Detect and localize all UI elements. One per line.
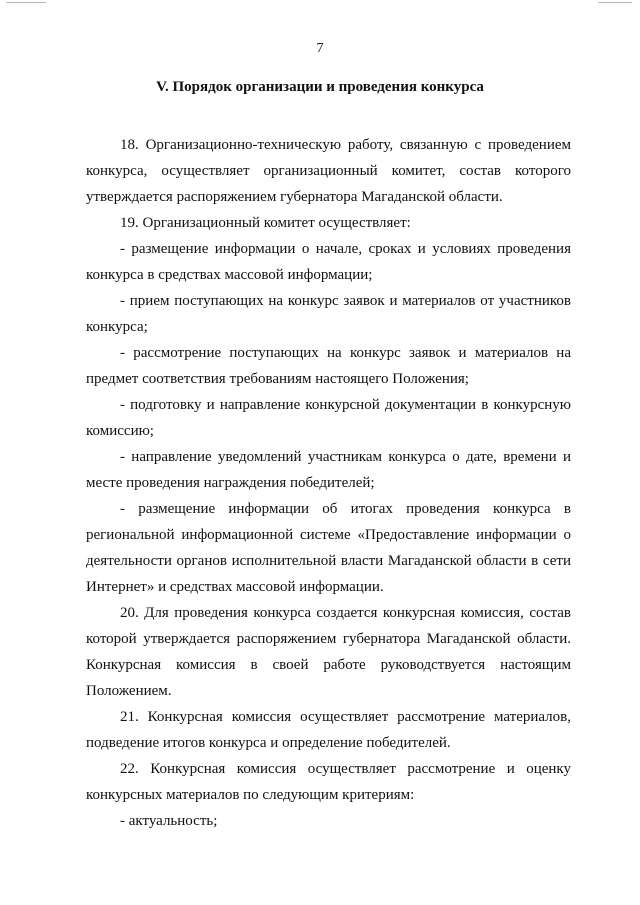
list-item: - прием поступающих на конкурс заявок и материалов от участников конкурса; [86, 293, 571, 335]
list-item: - подготовку и направление конкурсной документации в конкурсную комиссию; [86, 397, 571, 439]
list-item: - рассмотрение поступающих на конкурс заявок и материалов на предмет соответствия требованиям настоящего Положения; [86, 345, 571, 387]
document-body [86, 132, 571, 834]
scan-edge-mark [6, 2, 46, 3]
paragraph-20: 20. Для проведения конкурса создается конкурсная комиссия, состав которой утверждается распоряжением губернатора Магаданской области. Конкурсная комиссия в своей работе руководствуется настоящим Положением. [86, 605, 571, 699]
paragraph-19: 19. Организационный комитет осуществляет: [120, 215, 411, 231]
scan-edge-mark [598, 2, 632, 3]
list-item: - размещение информации об итогах проведения конкурса в региональной информационной системе «Предоставление информации о деятельности органов исполнительной власти Магаданской области в сети Интернет» и средствах массовой информации. [86, 501, 571, 595]
section-heading: V. Порядок организации и проведения конкурса [156, 79, 484, 95]
page-number: 7 [316, 41, 324, 56]
paragraph-21: 21. Конкурсная комиссия осуществляет рассмотрение материалов, подведение итогов конкурса и определение победителей. [86, 709, 571, 751]
list-item: - направление уведомлений участникам конкурса о дате, времени и месте проведения награждения победителей; [86, 449, 571, 491]
paragraph-22: 22. Конкурсная комиссия осуществляет рассмотрение и оценку конкурсных материалов по следующим критериям: [86, 761, 571, 803]
list-item: - размещение информации о начале, сроках и условиях проведения конкурса в средствах массовой информации; [86, 241, 571, 283]
list-item: - актуальность; [120, 813, 218, 829]
paragraph-18: 18. Организационно-техническую работу, связанную с проведением конкурса, осуществляет организационный комитет, состав которого утверждается распоряжением губернатора Магаданской области. [86, 137, 571, 205]
